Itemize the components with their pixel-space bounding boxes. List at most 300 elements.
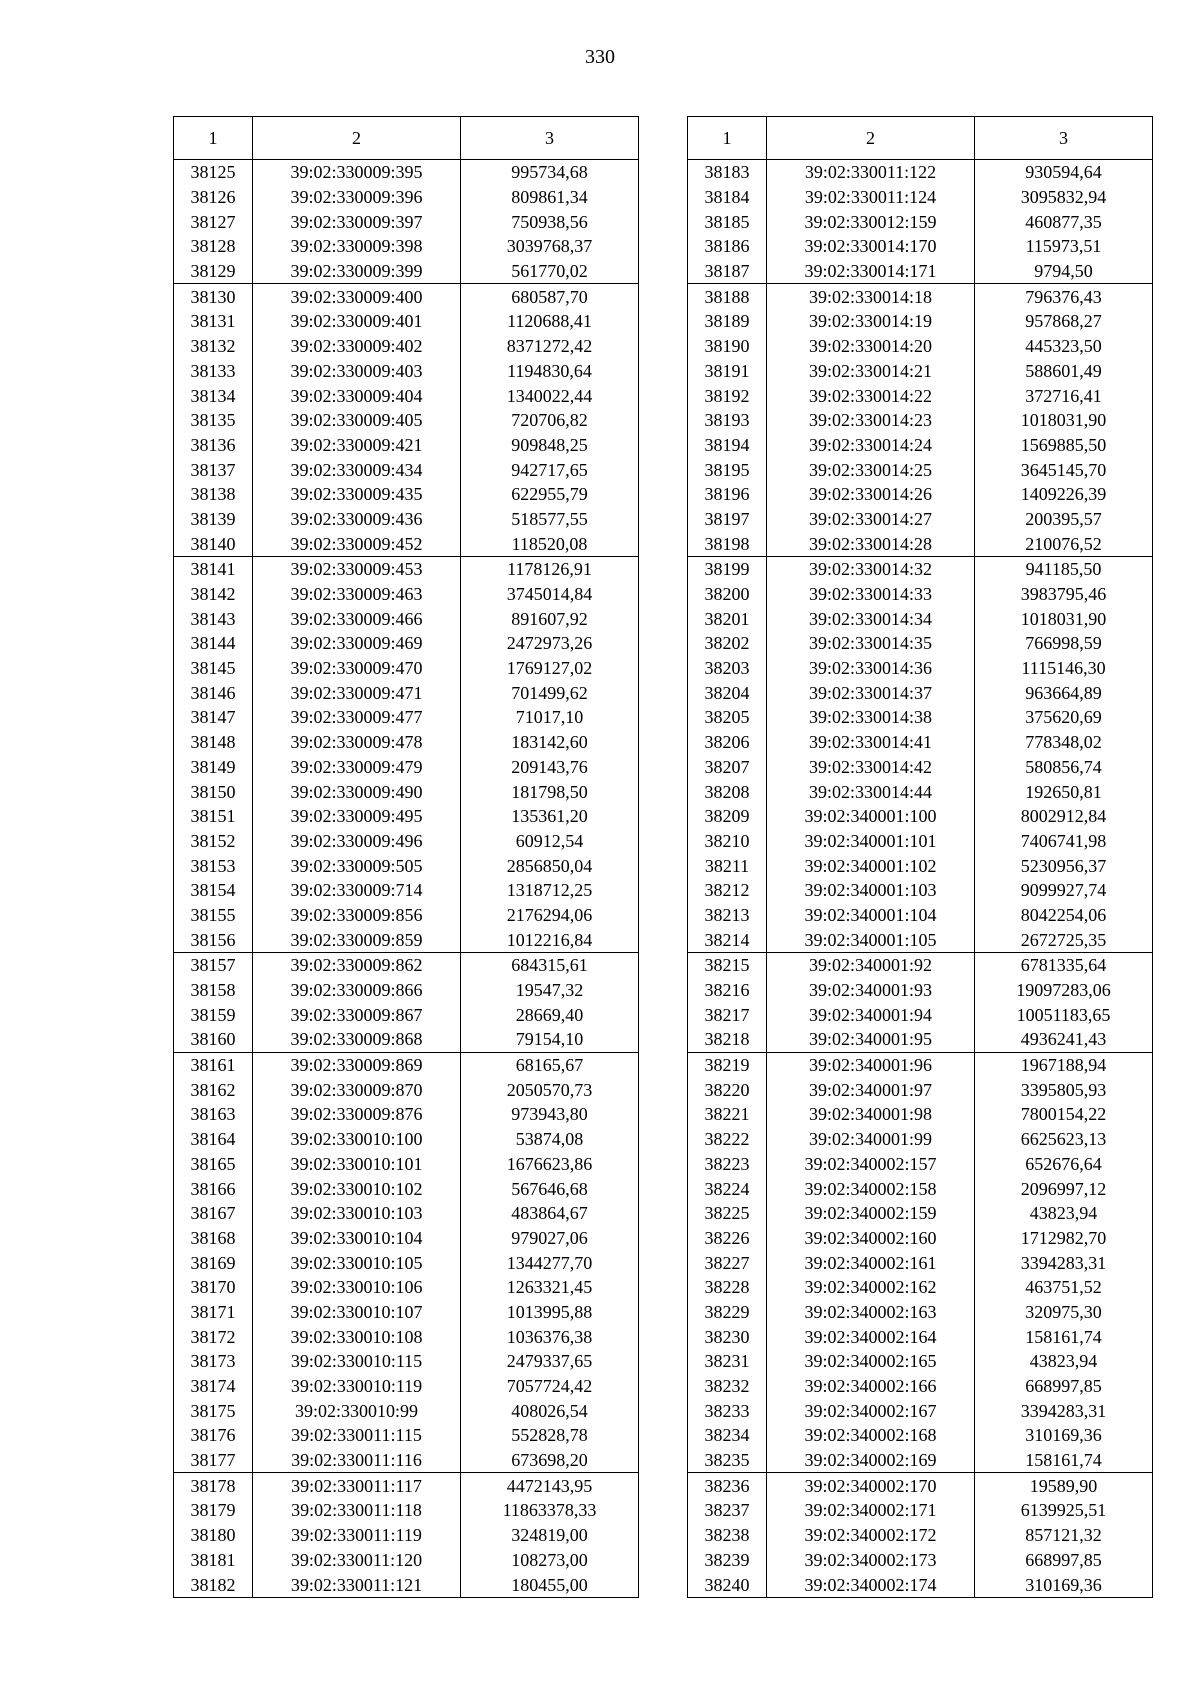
cadastral-number-cell: 39:02:340002:160: [767, 1226, 975, 1251]
table-row: [688, 1498, 1153, 1523]
cadastral-number-cell: 39:02:330009:395: [253, 160, 461, 185]
cadastral-number-cell: 39:02:340001:102: [767, 853, 975, 878]
cadastral-number-cell: 39:02:330009:421: [253, 433, 461, 458]
value-cell: 4472143,95: [461, 1473, 639, 1498]
column-header-cadastral: 2: [767, 117, 975, 160]
value-cell: 19097283,06: [975, 978, 1153, 1003]
row-number-cell: 38228: [688, 1275, 767, 1300]
cadastral-number-cell: 39:02:330009:453: [253, 557, 461, 582]
value-cell: 3095832,94: [975, 185, 1153, 210]
value-cell: 375620,69: [975, 705, 1153, 730]
value-cell: 9794,50: [975, 259, 1153, 284]
table-row: [688, 853, 1153, 878]
table-row: [174, 209, 639, 234]
cadastral-number-cell: 39:02:330014:23: [767, 408, 975, 433]
table-row: [688, 383, 1153, 408]
cadastral-table-left: [173, 116, 639, 1598]
value-cell: 4936241,43: [975, 1027, 1153, 1052]
cadastral-number-cell: 39:02:340002:171: [767, 1498, 975, 1523]
value-cell: 60912,54: [461, 829, 639, 854]
cadastral-number-cell: 39:02:330011:117: [253, 1473, 461, 1498]
row-number-cell: 38177: [174, 1448, 253, 1473]
table-row: [174, 284, 639, 309]
row-number-cell: 38237: [688, 1498, 767, 1523]
value-cell: 324819,00: [461, 1523, 639, 1548]
cadastral-number-cell: 39:02:330011:115: [253, 1423, 461, 1448]
table-row: [174, 1027, 639, 1052]
cadastral-number-cell: 39:02:330014:41: [767, 730, 975, 755]
row-number-cell: 38223: [688, 1152, 767, 1177]
table-row: [174, 482, 639, 507]
value-cell: 8002912,84: [975, 804, 1153, 829]
cadastral-number-cell: 39:02:330010:100: [253, 1127, 461, 1152]
value-cell: 3039768,37: [461, 234, 639, 259]
table-row: [688, 234, 1153, 259]
table-row: [174, 557, 639, 582]
value-cell: 79154,10: [461, 1027, 639, 1052]
cadastral-number-cell: 39:02:330012:159: [767, 209, 975, 234]
value-cell: 181798,50: [461, 779, 639, 804]
table-row: [688, 779, 1153, 804]
value-cell: 192650,81: [975, 779, 1153, 804]
cadastral-number-cell: 39:02:330010:104: [253, 1226, 461, 1251]
cadastral-number-cell: 39:02:330011:116: [253, 1448, 461, 1473]
value-cell: 809861,34: [461, 185, 639, 210]
cadastral-number-cell: 39:02:340001:100: [767, 804, 975, 829]
value-cell: 1769127,02: [461, 656, 639, 681]
value-cell: 1712982,70: [975, 1226, 1153, 1251]
cadastral-number-cell: 39:02:340002:174: [767, 1572, 975, 1597]
table-row: [688, 1002, 1153, 1027]
row-number-cell: 38194: [688, 433, 767, 458]
cadastral-number-cell: 39:02:330014:18: [767, 284, 975, 309]
table-row: [174, 978, 639, 1003]
table-row: [688, 755, 1153, 780]
row-number-cell: 38190: [688, 334, 767, 359]
row-number-cell: 38239: [688, 1548, 767, 1573]
row-number-cell: 38137: [174, 457, 253, 482]
cadastral-number-cell: 39:02:330010:119: [253, 1374, 461, 1399]
cadastral-number-cell: 39:02:330014:24: [767, 433, 975, 458]
cadastral-number-cell: 39:02:330009:397: [253, 209, 461, 234]
row-number-cell: 38191: [688, 359, 767, 384]
cadastral-number-cell: 39:02:330009:463: [253, 582, 461, 607]
row-number-cell: 38199: [688, 557, 767, 582]
row-number-cell: 38150: [174, 779, 253, 804]
value-cell: 1012216,84: [461, 927, 639, 952]
row-number-cell: 38148: [174, 730, 253, 755]
value-cell: 71017,10: [461, 705, 639, 730]
table-row: [174, 507, 639, 532]
row-number-cell: 38161: [174, 1052, 253, 1077]
cadastral-number-cell: 39:02:340001:101: [767, 829, 975, 854]
table-row: [688, 185, 1153, 210]
row-number-cell: 38213: [688, 903, 767, 928]
cadastral-number-cell: 39:02:330014:36: [767, 656, 975, 681]
value-cell: 857121,32: [975, 1523, 1153, 1548]
value-cell: 778348,02: [975, 730, 1153, 755]
cadastral-number-cell: 39:02:330009:398: [253, 234, 461, 259]
row-number-cell: 38205: [688, 705, 767, 730]
value-cell: 8042254,06: [975, 903, 1153, 928]
cadastral-number-cell: 39:02:340002:166: [767, 1374, 975, 1399]
cadastral-number-cell: 39:02:340002:157: [767, 1152, 975, 1177]
table-row: [688, 284, 1153, 309]
cadastral-number-cell: 39:02:340002:164: [767, 1324, 975, 1349]
value-cell: 7800154,22: [975, 1102, 1153, 1127]
cadastral-number-cell: 39:02:330009:471: [253, 680, 461, 705]
row-number-cell: 38217: [688, 1002, 767, 1027]
value-cell: 3394283,31: [975, 1250, 1153, 1275]
cadastral-number-cell: 39:02:330009:714: [253, 878, 461, 903]
value-cell: 463751,52: [975, 1275, 1153, 1300]
cadastral-number-cell: 39:02:330009:436: [253, 507, 461, 532]
table-row: [174, 1201, 639, 1226]
value-cell: 963664,89: [975, 680, 1153, 705]
row-number-cell: 38212: [688, 878, 767, 903]
cadastral-number-cell: 39:02:340002:173: [767, 1548, 975, 1573]
table-row: [688, 1275, 1153, 1300]
row-number-cell: 38132: [174, 334, 253, 359]
value-cell: 10051183,65: [975, 1002, 1153, 1027]
table-row: [174, 582, 639, 607]
value-cell: 8371272,42: [461, 334, 639, 359]
cadastral-number-cell: 39:02:330009:401: [253, 309, 461, 334]
value-cell: 28669,40: [461, 1002, 639, 1027]
row-number-cell: 38135: [174, 408, 253, 433]
cadastral-number-cell: 39:02:340002:167: [767, 1398, 975, 1423]
row-number-cell: 38181: [174, 1548, 253, 1573]
table-row: [688, 309, 1153, 334]
value-cell: 668997,85: [975, 1548, 1153, 1573]
table-row: [688, 730, 1153, 755]
table-row: [174, 804, 639, 829]
table-row: [174, 953, 639, 978]
value-cell: 580856,74: [975, 755, 1153, 780]
cadastral-number-cell: 39:02:330014:171: [767, 259, 975, 284]
value-cell: 180455,00: [461, 1572, 639, 1597]
table-row: [688, 1077, 1153, 1102]
table-row: [174, 531, 639, 556]
cadastral-number-cell: 39:02:340002:168: [767, 1423, 975, 1448]
row-number-cell: 38133: [174, 359, 253, 384]
row-number-cell: 38171: [174, 1300, 253, 1325]
row-number-cell: 38162: [174, 1077, 253, 1102]
row-number-cell: 38141: [174, 557, 253, 582]
cadastral-number-cell: 39:02:330010:101: [253, 1152, 461, 1177]
row-number-cell: 38128: [174, 234, 253, 259]
cadastral-number-cell: 39:02:330009:479: [253, 755, 461, 780]
column-header-number: 1: [174, 117, 253, 160]
cadastral-number-cell: 39:02:330009:399: [253, 259, 461, 284]
cadastral-number-cell: 39:02:330014:38: [767, 705, 975, 730]
value-cell: 2856850,04: [461, 853, 639, 878]
row-number-cell: 38234: [688, 1423, 767, 1448]
table-row: [688, 705, 1153, 730]
row-number-cell: 38238: [688, 1523, 767, 1548]
value-cell: 1036376,38: [461, 1324, 639, 1349]
cadastral-number-cell: 39:02:330014:20: [767, 334, 975, 359]
cadastral-number-cell: 39:02:330009:466: [253, 606, 461, 631]
row-number-cell: 38187: [688, 259, 767, 284]
table-row: [688, 482, 1153, 507]
cadastral-number-cell: 39:02:330014:25: [767, 457, 975, 482]
cadastral-number-cell: 39:02:330009:856: [253, 903, 461, 928]
cadastral-number-cell: 39:02:330009:405: [253, 408, 461, 433]
value-cell: 53874,08: [461, 1127, 639, 1152]
table-row: [688, 1324, 1153, 1349]
table-row: [174, 309, 639, 334]
cadastral-number-cell: 39:02:330014:35: [767, 631, 975, 656]
value-cell: 766998,59: [975, 631, 1153, 656]
cadastral-number-cell: 39:02:330009:866: [253, 978, 461, 1003]
row-number-cell: 38200: [688, 582, 767, 607]
cadastral-number-cell: 39:02:330009:435: [253, 482, 461, 507]
cadastral-number-cell: 39:02:330010:102: [253, 1176, 461, 1201]
table-row: [174, 705, 639, 730]
row-number-cell: 38202: [688, 631, 767, 656]
row-number-cell: 38186: [688, 234, 767, 259]
cadastral-number-cell: 39:02:340001:95: [767, 1027, 975, 1052]
value-cell: 979027,06: [461, 1226, 639, 1251]
column-header-number: 1: [688, 117, 767, 160]
table-row: [174, 1448, 639, 1473]
cadastral-number-cell: 39:02:330009:496: [253, 829, 461, 854]
table-row: [174, 1398, 639, 1423]
table-row: [174, 1250, 639, 1275]
cadastral-number-cell: 39:02:330010:103: [253, 1201, 461, 1226]
row-number-cell: 38160: [174, 1027, 253, 1052]
row-number-cell: 38198: [688, 531, 767, 556]
value-cell: 183142,60: [461, 730, 639, 755]
row-number-cell: 38138: [174, 482, 253, 507]
table-row: [174, 1300, 639, 1325]
table-row: [688, 1152, 1153, 1177]
value-cell: 2176294,06: [461, 903, 639, 928]
table-row: [688, 1052, 1153, 1077]
row-number-cell: 38183: [688, 160, 767, 185]
row-number-cell: 38145: [174, 656, 253, 681]
table-row: [688, 1300, 1153, 1325]
cadastral-number-cell: 39:02:330011:119: [253, 1523, 461, 1548]
table-row: [174, 878, 639, 903]
cadastral-number-cell: 39:02:330009:396: [253, 185, 461, 210]
cadastral-number-cell: 39:02:330009:477: [253, 705, 461, 730]
value-cell: 3394283,31: [975, 1398, 1153, 1423]
cadastral-number-cell: 39:02:340002:163: [767, 1300, 975, 1325]
cadastral-number-cell: 39:02:340002:170: [767, 1473, 975, 1498]
cadastral-number-cell: 39:02:330009:505: [253, 853, 461, 878]
value-cell: 588601,49: [975, 359, 1153, 384]
row-number-cell: 38143: [174, 606, 253, 631]
row-number-cell: 38201: [688, 606, 767, 631]
cadastral-number-cell: 39:02:330009:402: [253, 334, 461, 359]
table-row: [174, 1349, 639, 1374]
cadastral-number-cell: 39:02:330014:32: [767, 557, 975, 582]
table-row: [174, 903, 639, 928]
row-number-cell: 38167: [174, 1201, 253, 1226]
cadastral-number-cell: 39:02:330009:870: [253, 1077, 461, 1102]
row-number-cell: 38147: [174, 705, 253, 730]
row-number-cell: 38154: [174, 878, 253, 903]
cadastral-number-cell: 39:02:330014:19: [767, 309, 975, 334]
value-cell: 7057724,42: [461, 1374, 639, 1399]
value-cell: 2479337,65: [461, 1349, 639, 1374]
table-row: [688, 1448, 1153, 1473]
cadastral-number-cell: 39:02:330009:867: [253, 1002, 461, 1027]
value-cell: 445323,50: [975, 334, 1153, 359]
value-cell: 9099927,74: [975, 878, 1153, 903]
table-row: [174, 1548, 639, 1573]
row-number-cell: 38207: [688, 755, 767, 780]
table-row: [174, 680, 639, 705]
cadastral-number-cell: 39:02:330009:868: [253, 1027, 461, 1052]
value-cell: 995734,68: [461, 160, 639, 185]
column-header-value: 3: [461, 117, 639, 160]
row-number-cell: 38197: [688, 507, 767, 532]
table-row: [688, 1349, 1153, 1374]
value-cell: 115973,51: [975, 234, 1153, 259]
cadastral-number-cell: 39:02:330010:108: [253, 1324, 461, 1349]
value-cell: 3983795,46: [975, 582, 1153, 607]
row-number-cell: 38129: [174, 259, 253, 284]
value-cell: 561770,02: [461, 259, 639, 284]
cadastral-number-cell: 39:02:330014:44: [767, 779, 975, 804]
row-number-cell: 38214: [688, 927, 767, 952]
row-number-cell: 38222: [688, 1127, 767, 1152]
cadastral-number-cell: 39:02:330014:170: [767, 234, 975, 259]
table-row: [688, 259, 1153, 284]
cadastral-number-cell: 39:02:340001:96: [767, 1052, 975, 1077]
value-cell: 930594,64: [975, 160, 1153, 185]
table-row: [688, 1423, 1153, 1448]
value-cell: 1013995,88: [461, 1300, 639, 1325]
table-row: [174, 334, 639, 359]
row-number-cell: 38166: [174, 1176, 253, 1201]
cadastral-number-cell: 39:02:330014:22: [767, 383, 975, 408]
row-number-cell: 38174: [174, 1374, 253, 1399]
value-cell: 210076,52: [975, 531, 1153, 556]
table-row: [688, 1250, 1153, 1275]
cadastral-number-cell: 39:02:330011:120: [253, 1548, 461, 1573]
table-row: [688, 1201, 1153, 1226]
table-row: [174, 1226, 639, 1251]
value-cell: 796376,43: [975, 284, 1153, 309]
table-row: [688, 903, 1153, 928]
value-cell: 6625623,13: [975, 1127, 1153, 1152]
row-number-cell: 38131: [174, 309, 253, 334]
row-number-cell: 38189: [688, 309, 767, 334]
row-number-cell: 38173: [174, 1349, 253, 1374]
row-number-cell: 38218: [688, 1027, 767, 1052]
cadastral-number-cell: 39:02:330011:118: [253, 1498, 461, 1523]
row-number-cell: 38235: [688, 1448, 767, 1473]
table-row: [688, 433, 1153, 458]
table-row: [174, 259, 639, 284]
value-cell: 11863378,33: [461, 1498, 639, 1523]
table-row: [688, 457, 1153, 482]
value-cell: 941185,50: [975, 557, 1153, 582]
table-row: [174, 656, 639, 681]
row-number-cell: 38151: [174, 804, 253, 829]
cadastral-number-cell: 39:02:330014:37: [767, 680, 975, 705]
value-cell: 668997,85: [975, 1374, 1153, 1399]
table-row: [174, 1077, 639, 1102]
table-row: [174, 1523, 639, 1548]
value-cell: 1018031,90: [975, 408, 1153, 433]
table-row: [688, 1102, 1153, 1127]
table-row: [174, 457, 639, 482]
row-number-cell: 38134: [174, 383, 253, 408]
table-row: [688, 1374, 1153, 1399]
row-number-cell: 38204: [688, 680, 767, 705]
row-number-cell: 38153: [174, 853, 253, 878]
value-cell: 5230956,37: [975, 853, 1153, 878]
cadastral-number-cell: 39:02:330009:876: [253, 1102, 461, 1127]
value-cell: 310169,36: [975, 1572, 1153, 1597]
row-number-cell: 38230: [688, 1324, 767, 1349]
table-row: [174, 1152, 639, 1177]
value-cell: 1676623,86: [461, 1152, 639, 1177]
value-cell: 1263321,45: [461, 1275, 639, 1300]
row-number-cell: 38139: [174, 507, 253, 532]
cadastral-number-cell: 39:02:330009:495: [253, 804, 461, 829]
value-cell: 3395805,93: [975, 1077, 1153, 1102]
cadastral-number-cell: 39:02:340001:104: [767, 903, 975, 928]
row-number-cell: 38182: [174, 1572, 253, 1597]
value-cell: 310169,36: [975, 1423, 1153, 1448]
value-cell: 135361,20: [461, 804, 639, 829]
table-row: [688, 631, 1153, 656]
row-number-cell: 38158: [174, 978, 253, 1003]
cadastral-number-cell: 39:02:330014:28: [767, 531, 975, 556]
table-row: [688, 829, 1153, 854]
row-number-cell: 38156: [174, 927, 253, 952]
column-header-value: 3: [975, 117, 1153, 160]
cadastral-number-cell: 39:02:330010:105: [253, 1250, 461, 1275]
cadastral-number-cell: 39:02:330010:115: [253, 1349, 461, 1374]
row-number-cell: 38196: [688, 482, 767, 507]
value-cell: 680587,70: [461, 284, 639, 309]
table-row: [174, 1127, 639, 1152]
table-row: [688, 680, 1153, 705]
row-number-cell: 38126: [174, 185, 253, 210]
cadastral-number-cell: 39:02:340001:105: [767, 927, 975, 952]
row-number-cell: 38152: [174, 829, 253, 854]
value-cell: 1318712,25: [461, 878, 639, 903]
table-row: [688, 1176, 1153, 1201]
value-cell: 1194830,64: [461, 359, 639, 384]
value-cell: 909848,25: [461, 433, 639, 458]
cadastral-number-cell: 39:02:340001:93: [767, 978, 975, 1003]
value-cell: 1120688,41: [461, 309, 639, 334]
row-number-cell: 38168: [174, 1226, 253, 1251]
row-number-cell: 38195: [688, 457, 767, 482]
value-cell: 209143,76: [461, 755, 639, 780]
row-number-cell: 38169: [174, 1250, 253, 1275]
table-row: [174, 359, 639, 384]
row-number-cell: 38142: [174, 582, 253, 607]
value-cell: 1409226,39: [975, 482, 1153, 507]
row-number-cell: 38127: [174, 209, 253, 234]
value-cell: 320975,30: [975, 1300, 1153, 1325]
value-cell: 158161,74: [975, 1448, 1153, 1473]
value-cell: 118520,08: [461, 531, 639, 556]
cadastral-number-cell: 39:02:340001:99: [767, 1127, 975, 1152]
cadastral-number-cell: 39:02:330011:121: [253, 1572, 461, 1597]
table-row: [688, 160, 1153, 185]
row-number-cell: 38233: [688, 1398, 767, 1423]
